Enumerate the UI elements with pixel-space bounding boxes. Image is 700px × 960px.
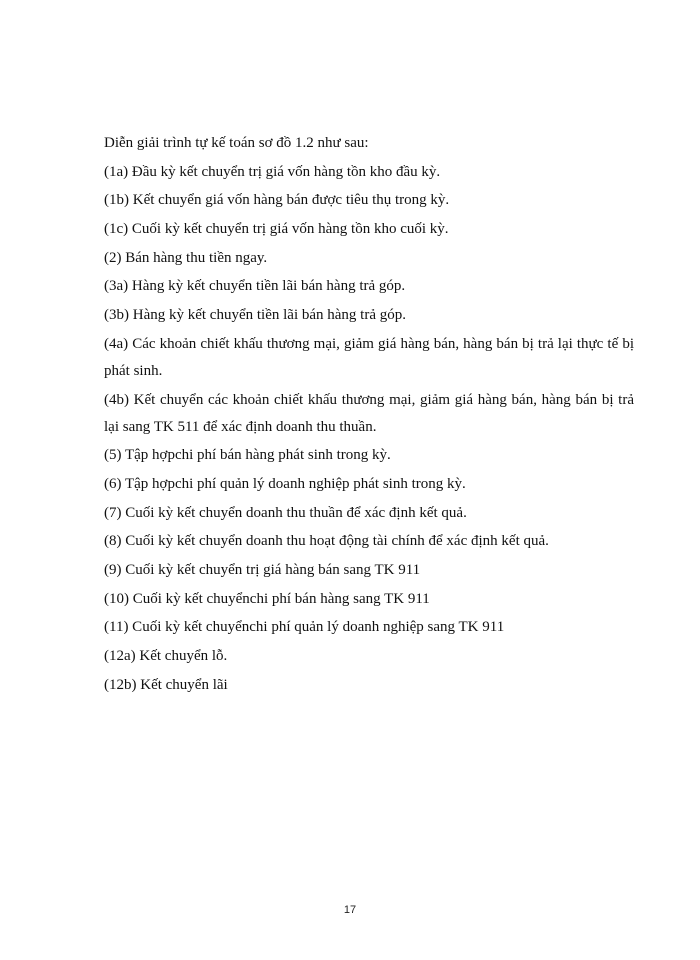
list-item-3a: (3a) Hàng kỳ kết chuyển tiền lãi bán hàng trả góp. [104, 278, 406, 295]
list-item-10: (10) Cuối kỳ kết chuyểnchi phí bán hàng sang TK 911 [104, 590, 430, 607]
list-item-5: (5) Tập hợpchi phí bán hàng phát sinh trong kỳ. [104, 447, 391, 464]
list-item-2: (2) Bán hàng thu tiền ngay. [104, 249, 268, 266]
list-item-1c: (1c) Cuối kỳ kết chuyển trị giá vốn hàng tồn kho cuối kỳ. [104, 221, 449, 238]
list-item-11: (11) Cuối kỳ kết chuyểnchi phí quản lý doanh nghiệp sang TK 911 [104, 619, 505, 636]
list-item-1b: (1b) Kết chuyển giá vốn hàng bán được tiêu thụ trong kỳ. [104, 192, 450, 209]
list-item-9: (9) Cuối kỳ kết chuyển trị giá hàng bán sang TK 911 [104, 561, 421, 578]
list-item-8: (8) Cuối kỳ kết chuyển doanh thu hoạt động tài chính để xác định kết quả. [104, 533, 549, 550]
list-item-12b: (12b) Kết chuyển lãi [104, 676, 228, 693]
list-item-12a: (12a) Kết chuyển lỗ. [104, 648, 228, 664]
list-item-4a: (4a) Các khoản chiết khấu thương mại, giảm giá hàng bán, hàng bán bị trả lại thực tế bị phát sinh. [104, 335, 634, 379]
list-item-6: (6) Tập hợpchi phí quản lý doanh nghiệp phát sinh trong kỳ. [104, 475, 466, 492]
document-body [104, 130, 634, 700]
intro-paragraph: Diễn giải trình tự kế toán sơ đồ 1.2 như sau: [104, 135, 369, 151]
list-item-4b: (4b) Kết chuyển các khoản chiết khấu thương mại, giảm giá hàng bán, hàng bán bị trả lại sang TK 511 để xác định doanh thu thuần. [104, 391, 634, 435]
list-item-7: (7) Cuối kỳ kết chuyển doanh thu thuần để xác định kết quả. [104, 504, 467, 521]
list-item-3b: (3b) Hàng kỳ kết chuyển tiền lãi bán hàng trả góp. [104, 307, 406, 324]
page-number: 17 [343, 904, 357, 916]
list-item-1a: (1a) Đầu kỳ kết chuyển trị giá vốn hàng tồn kho đầu kỳ. [104, 163, 441, 180]
